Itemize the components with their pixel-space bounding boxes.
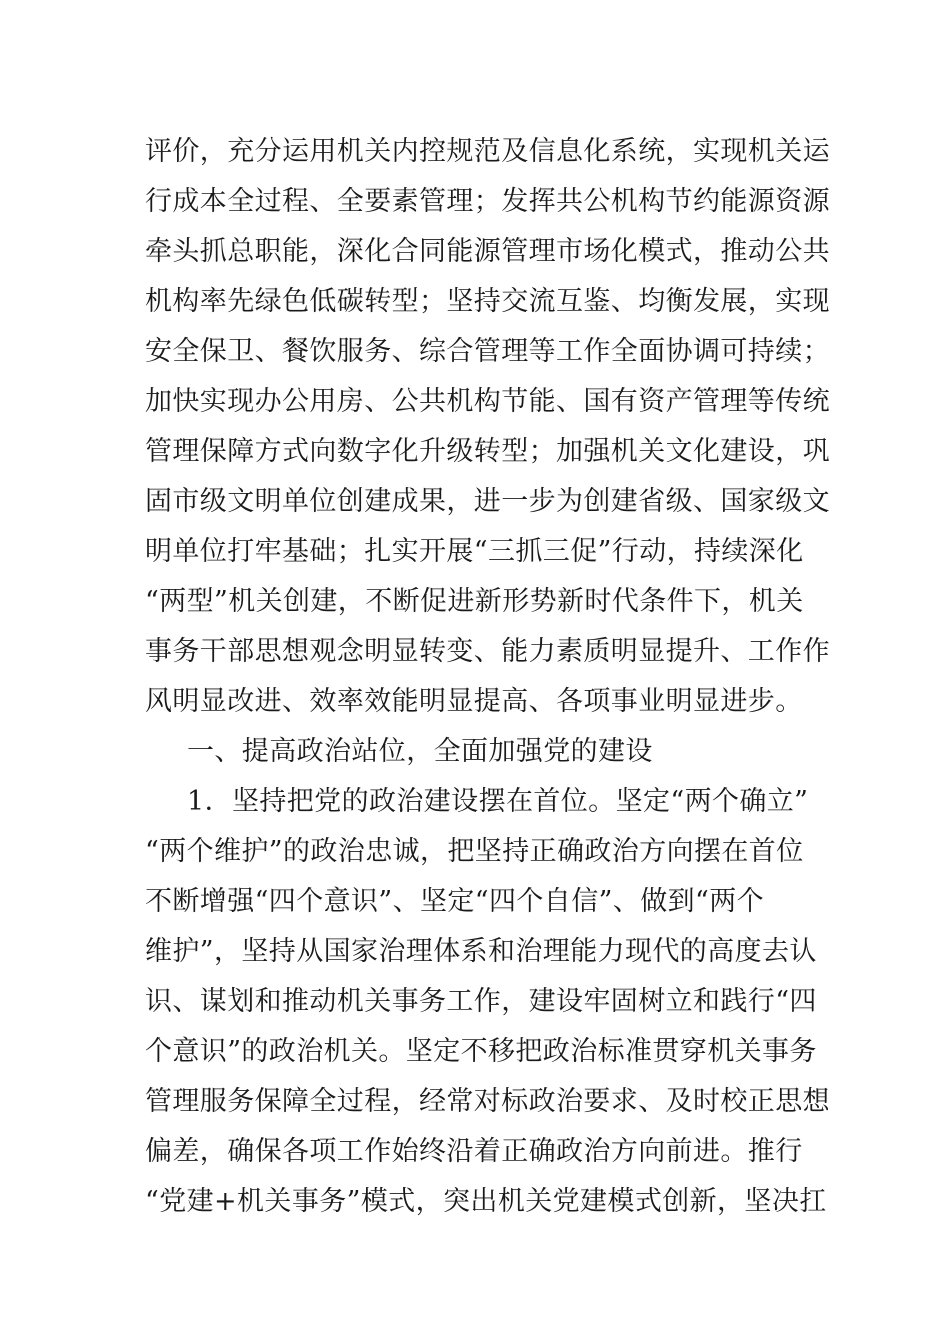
body-text-line: 个意识”的政治机关。坚定不移把政治标准贯穿机关事务 [145,1036,817,1067]
body-text-line: 机构率先绿色低碳转型；坚持交流互鉴、均衡发展，实现 [145,286,830,317]
body-text-line: 不断增强“四个意识”、坚定“四个自信”、做到“两个 [145,886,765,917]
body-text-line: 管理服务保障全过程，经常对标政治要求、及时校正思想 [145,1086,830,1117]
body-text-line: 识、谋划和推动机关事务工作，建设牢固树立和践行“四 [145,986,817,1017]
body-text-line: 固市级文明单位创建成果，进一步为创建省级、国家级文 [145,486,830,517]
body-text-line: 维护”，坚持从国家治理体系和治理能力现代的高度去认 [145,936,817,967]
body-text-line: 加快实现办公用房、公共机构节能、国有资产管理等传统 [145,386,830,417]
body-text-line: “两型”机关创建，不断促进新形势新时代条件下，机关 [145,586,804,617]
body-text-line: 安全保卫、餐饮服务、综合管理等工作全面协调可持续； [145,336,830,367]
body-text-line: 明单位打牢基础；扎实开展“三抓三促”行动，持续深化 [145,536,804,567]
body-text-line: “党建+机关事务”模式，突出机关党建模式创新，坚决扛 [145,1186,827,1217]
body-text-line: 行成本全过程、全要素管理；发挥共公机构节约能源资源 [145,186,830,217]
body-text-line: 事务干部思想观念明显转变、能力素质明显提升、工作作 [145,636,830,667]
body-text-line: 评价，充分运用机关内控规范及信息化系统，实现机关运 [145,136,830,167]
body-text-line: 风明显改进、效率效能明显提高、各项事业明显进步。 [145,686,803,717]
body-text-line: 管理保障方式向数字化升级转型；加强机关文化建设，巩 [145,436,830,467]
body-text-line: 偏差，确保各项工作始终沿着正确政治方向前进。推行 [145,1136,803,1167]
paragraph-first-line: 1．坚持把党的政治建设摆在首位。坚定“两个确立” [187,786,809,817]
body-text-line: “两个维护”的政治忠诚，把坚持正确政治方向摆在首位 [145,836,804,867]
section-heading: 一、提高政治站位，全面加强党的建设 [187,736,653,767]
body-text-line: 牵头抓总职能，深化合同能源管理市场化模式，推动公共 [145,236,830,267]
